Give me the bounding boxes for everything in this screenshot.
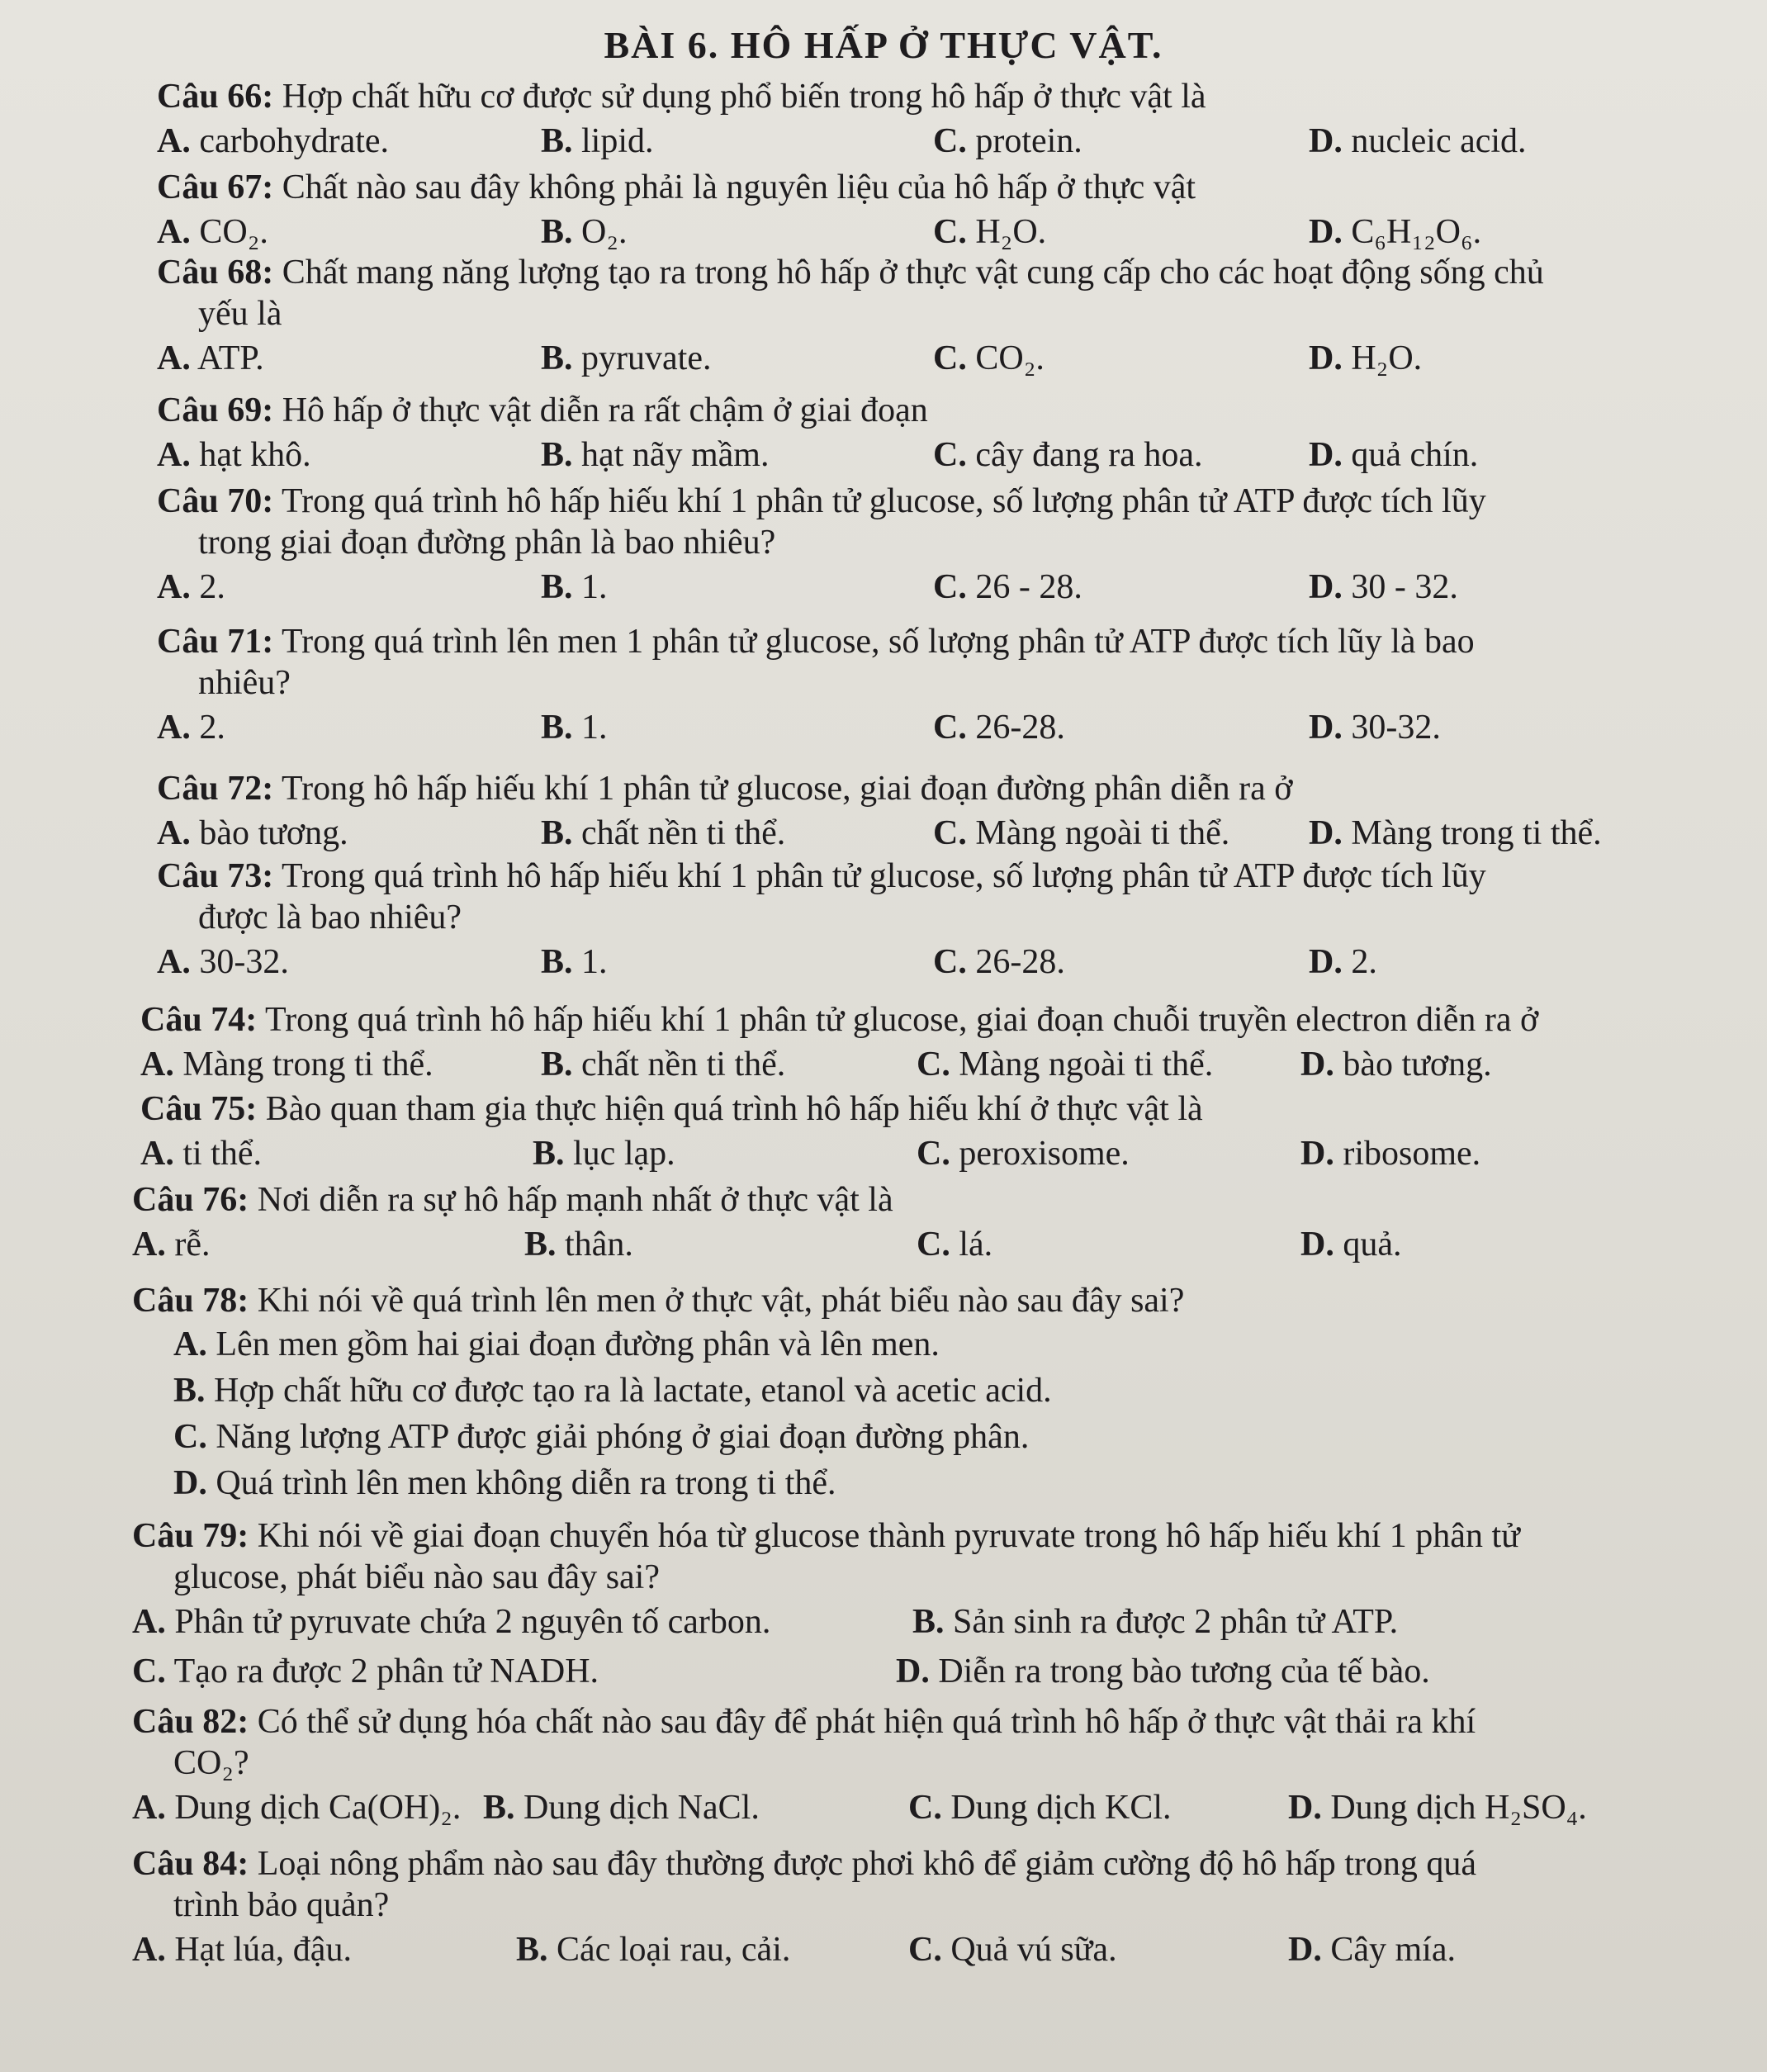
question-74 bbox=[140, 999, 1750, 1090]
option-a[interactable]: A. hạt khô. bbox=[157, 436, 311, 474]
options-list bbox=[132, 1321, 1742, 1506]
option-c[interactable]: C. Tạo ra được 2 phân tử NADH. bbox=[132, 1652, 599, 1690]
options-row bbox=[132, 1224, 1742, 1270]
question-stem bbox=[157, 167, 1693, 208]
option-a[interactable]: A. bào tương. bbox=[157, 814, 348, 852]
question-text: Khi nói về giai đoạn chuyển hóa từ glucose thành pyruvate trong hô hấp hiếu khí 1 phân tử bbox=[257, 1517, 1520, 1555]
question-stem bbox=[140, 999, 1750, 1041]
option-d[interactable]: D. Cây mía. bbox=[1288, 1931, 1456, 1969]
question-text: Bào quan tham gia thực hiện quá trình hô hấp hiếu khí ở thực vật là bbox=[265, 1090, 1203, 1128]
option-a[interactable]: A. carbohydrate. bbox=[157, 122, 390, 160]
question-text: Có thể sử dụng hóa chất nào sau đây để phát hiện quá trình hô hấp ở thực vật thải ra khí bbox=[257, 1703, 1476, 1741]
option-a[interactable]: A. Phân tử pyruvate chứa 2 nguyên tố carbon. bbox=[132, 1603, 771, 1641]
option-b[interactable]: B. Sản sinh ra được 2 phân tử ATP. bbox=[912, 1603, 1399, 1641]
option-d[interactable]: D. Màng trong ti thể. bbox=[1309, 814, 1602, 852]
question-number: Câu 84: bbox=[132, 1845, 249, 1883]
question-text: Hợp chất hữu cơ được sử dụng phổ biến trong hô hấp ở thực vật là bbox=[282, 78, 1206, 116]
option-d[interactable]: D. H₂O. bbox=[1309, 339, 1423, 377]
question-text: Loại nông phẩm nào sau đây thường được phơi khô để giảm cường độ hô hấp trong quá bbox=[257, 1845, 1477, 1883]
option-c[interactable]: C. Năng lượng ATP được giải phóng ở giai đoạn đường phân. bbox=[173, 1418, 1030, 1456]
option-b[interactable]: B. 1. bbox=[541, 568, 608, 606]
question-text: Trong quá trình hô hấp hiếu khí 1 phân tử glucose, số lượng phân tử ATP được tích lũy bbox=[281, 857, 1486, 895]
option-c[interactable]: C. Quả vú sữa. bbox=[908, 1931, 1117, 1969]
option-a[interactable]: A. rễ. bbox=[132, 1226, 211, 1264]
options-row bbox=[157, 121, 1693, 167]
option-b[interactable]: B. chất nền ti thể. bbox=[541, 814, 786, 852]
option-a[interactable]: A. 30-32. bbox=[157, 943, 289, 981]
question-number: Câu 78: bbox=[132, 1282, 249, 1320]
option-c[interactable]: C. lá. bbox=[917, 1226, 993, 1264]
option-a[interactable]: A. 2. bbox=[157, 709, 225, 747]
option-c[interactable]: C. 26 - 28. bbox=[933, 568, 1082, 606]
option-d[interactable]: D. Diễn ra trong bào tương của tế bào. bbox=[896, 1652, 1430, 1690]
options-row bbox=[132, 1787, 1750, 1833]
question-82 bbox=[132, 1701, 1750, 1833]
question-stem-continued: glucose, phát biểu nào sau đây sai? bbox=[173, 1558, 660, 1596]
option-d[interactable]: D. quả chín. bbox=[1309, 436, 1479, 474]
question-76 bbox=[132, 1179, 1742, 1270]
option-c[interactable]: C. CO₂. bbox=[933, 339, 1045, 377]
option-b[interactable]: B. O₂. bbox=[541, 213, 628, 251]
option-b[interactable]: B. chất nền ti thể. bbox=[541, 1045, 786, 1083]
question-number: Câu 73: bbox=[157, 857, 274, 895]
option-a[interactable]: A. ATP. bbox=[157, 339, 264, 377]
question-stem-continued: trong giai đoạn đường phân là bao nhiêu? bbox=[198, 524, 776, 562]
options-row bbox=[157, 707, 1750, 753]
question-stem bbox=[157, 621, 1750, 662]
question-number: Câu 74: bbox=[140, 1001, 258, 1039]
question-text: Trong quá trình hô hấp hiếu khí 1 phân tử glucose, giai đoạn chuỗi truyền electron diễn ra ở bbox=[264, 1001, 1539, 1039]
question-text: Khi nói về quá trình lên men ở thực vật, phát biểu nào sau đây sai? bbox=[257, 1282, 1185, 1320]
option-b[interactable]: B. 1. bbox=[541, 709, 608, 747]
question-number: Câu 70: bbox=[157, 482, 274, 520]
question-stem-continued: được là bao nhiêu? bbox=[198, 898, 462, 936]
question-79 bbox=[132, 1515, 1750, 1697]
option-b[interactable]: B. 1. bbox=[541, 943, 608, 981]
question-84 bbox=[132, 1843, 1726, 1975]
option-d[interactable]: D. C₆H₁₂O₆. bbox=[1309, 213, 1482, 251]
question-number: Câu 69: bbox=[157, 391, 274, 429]
question-number: Câu 76: bbox=[132, 1181, 249, 1219]
question-stem-continued: nhiêu? bbox=[198, 664, 291, 702]
question-71 bbox=[157, 621, 1750, 753]
question-68 bbox=[157, 252, 1750, 384]
question-70 bbox=[157, 481, 1750, 613]
options-row bbox=[132, 1601, 1750, 1648]
option-b[interactable]: B. lipid. bbox=[541, 122, 654, 160]
question-number: Câu 68: bbox=[157, 254, 274, 292]
option-b[interactable]: B. Hợp chất hữu cơ được tạo ra là lactate, etanol và acetic acid. bbox=[173, 1372, 1052, 1410]
question-stem bbox=[157, 856, 1750, 897]
options-row bbox=[157, 434, 1693, 481]
question-number: Câu 75: bbox=[140, 1090, 258, 1128]
option-b[interactable]: B. thân. bbox=[524, 1226, 633, 1264]
question-text: Trong quá trình hô hấp hiếu khí 1 phân tử glucose, số lượng phân tử ATP được tích lũy bbox=[281, 482, 1486, 520]
question-number: Câu 66: bbox=[157, 78, 274, 116]
option-c[interactable]: C. H₂O. bbox=[933, 213, 1047, 251]
options-row bbox=[140, 1133, 1750, 1179]
option-d[interactable]: D. Dung dịch H₂SO₄. bbox=[1288, 1789, 1587, 1827]
option-a[interactable]: A. Lên men gồm hai giai đoạn đường phân và lên men. bbox=[173, 1325, 940, 1363]
question-text: Nơi diễn ra sự hô hấp mạnh nhất ở thực vật là bbox=[257, 1181, 893, 1219]
option-b[interactable]: B. Các loại rau, cải. bbox=[516, 1931, 791, 1969]
option-a[interactable]: A. Hạt lúa, đậu. bbox=[132, 1931, 352, 1969]
question-text: Trong hô hấp hiếu khí 1 phân tử glucose, giai đoạn đường phân diễn ra ở bbox=[281, 770, 1293, 808]
question-72 bbox=[157, 768, 1750, 859]
question-stem bbox=[157, 390, 1693, 431]
option-c[interactable]: C. Dung dịch KCl. bbox=[908, 1789, 1172, 1827]
option-c[interactable]: C. 26-28. bbox=[933, 943, 1065, 981]
options-row bbox=[132, 1651, 1750, 1697]
question-number: Câu 71: bbox=[157, 623, 274, 661]
page-title: BÀI 6. HÔ HẤP Ở THỰC VẬT. bbox=[604, 24, 1163, 66]
option-d[interactable]: D. 30 - 32. bbox=[1309, 568, 1458, 606]
options-row bbox=[157, 338, 1750, 384]
options-row bbox=[132, 1929, 1726, 1975]
question-66 bbox=[157, 76, 1693, 167]
question-75 bbox=[140, 1088, 1750, 1179]
option-a[interactable]: A. Dung dịch Ca(OH)₂. bbox=[132, 1789, 462, 1827]
question-number: Câu 79: bbox=[132, 1517, 249, 1555]
options-row bbox=[157, 941, 1750, 988]
option-c[interactable]: C. cây đang ra hoa. bbox=[933, 436, 1203, 474]
question-73 bbox=[157, 856, 1750, 988]
question-text: Chất mang năng lượng tạo ra trong hô hấp ở thực vật cung cấp cho các hoạt động sống chủ bbox=[282, 254, 1544, 292]
option-b[interactable]: B. lục lạp. bbox=[533, 1135, 675, 1173]
question-text: Chất nào sau đây không phải là nguyên liệu của hô hấp ở thực vật bbox=[282, 168, 1196, 206]
question-stem bbox=[157, 76, 1693, 117]
option-a[interactable]: A. 2. bbox=[157, 568, 225, 606]
option-d[interactable]: D. ribosome. bbox=[1300, 1135, 1481, 1173]
question-stem bbox=[157, 252, 1750, 293]
option-b[interactable]: B. Dung dịch NaCl. bbox=[483, 1789, 760, 1827]
option-d[interactable]: D. nucleic acid. bbox=[1309, 122, 1527, 160]
question-number: Câu 82: bbox=[132, 1703, 249, 1741]
question-stem bbox=[132, 1701, 1750, 1742]
question-stem-continued: yếu là bbox=[198, 295, 282, 333]
option-a[interactable]: A. Màng trong ti thể. bbox=[140, 1045, 433, 1083]
question-stem bbox=[132, 1515, 1750, 1557]
question-stem bbox=[140, 1088, 1750, 1130]
question-stem bbox=[157, 481, 1750, 522]
option-a[interactable]: A. ti thể. bbox=[140, 1135, 262, 1173]
option-d[interactable]: D. 2. bbox=[1309, 943, 1377, 981]
question-number: Câu 67: bbox=[157, 168, 274, 206]
question-stem bbox=[132, 1179, 1742, 1221]
option-c[interactable]: C. peroxisome. bbox=[917, 1135, 1130, 1173]
option-a[interactable]: A. CO₂. bbox=[157, 213, 268, 251]
option-b[interactable]: B. pyruvate. bbox=[541, 339, 712, 377]
option-c[interactable]: C. Màng ngoài ti thể. bbox=[917, 1045, 1214, 1083]
question-number: Câu 72: bbox=[157, 770, 274, 808]
question-78 bbox=[132, 1280, 1742, 1506]
question-69 bbox=[157, 390, 1693, 481]
question-text: Hô hấp ở thực vật diễn ra rất chậm ở giai đoạn bbox=[282, 391, 928, 429]
question-stem bbox=[132, 1843, 1726, 1885]
options-row bbox=[157, 813, 1750, 859]
option-c[interactable]: C. protein. bbox=[933, 122, 1082, 160]
question-text: Trong quá trình lên men 1 phân tử glucose, số lượng phân tử ATP được tích lũy là bao bbox=[281, 623, 1475, 661]
question-stem-continued: CO₂? bbox=[173, 1744, 249, 1782]
option-d[interactable]: D. 30-32. bbox=[1309, 709, 1441, 747]
question-stem bbox=[132, 1280, 1742, 1321]
option-d[interactable]: D. quả. bbox=[1300, 1226, 1402, 1264]
option-b[interactable]: B. hạt nãy mầm. bbox=[541, 436, 770, 474]
option-c[interactable]: C. Màng ngoài ti thể. bbox=[933, 814, 1230, 852]
option-d[interactable]: D. Quá trình lên men không diễn ra trong ti thể. bbox=[173, 1464, 836, 1502]
option-d[interactable]: D. bào tương. bbox=[1300, 1045, 1492, 1083]
options-row bbox=[140, 1044, 1750, 1090]
question-stem bbox=[157, 768, 1750, 809]
question-stem-continued: trình bảo quản? bbox=[173, 1886, 390, 1924]
options-row bbox=[157, 567, 1750, 613]
option-c[interactable]: C. 26-28. bbox=[933, 709, 1065, 747]
question-67 bbox=[157, 167, 1693, 258]
options-row bbox=[157, 211, 1693, 258]
